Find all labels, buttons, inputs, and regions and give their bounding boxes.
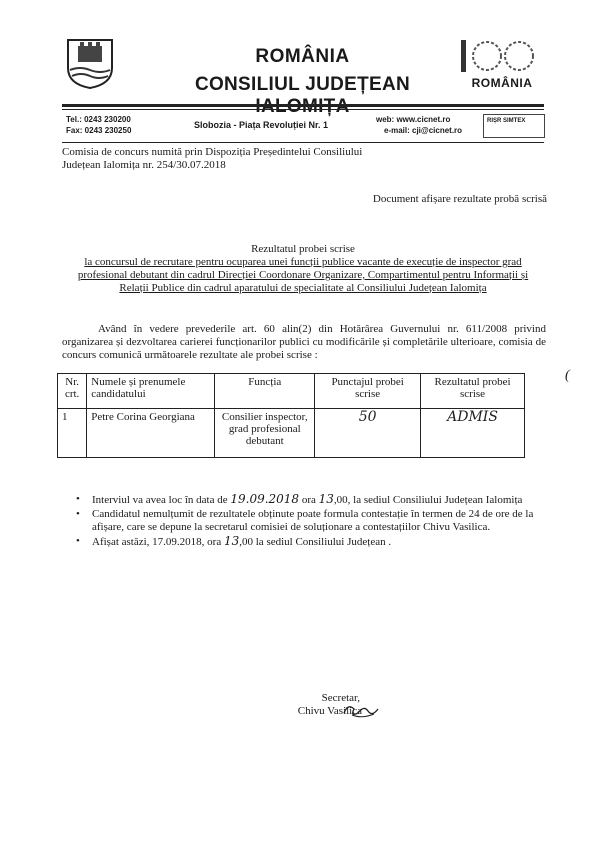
header-divider-thin: [62, 109, 544, 110]
table-header-row: [58, 374, 525, 409]
certification-badge: [483, 114, 545, 138]
interview-date: 19.09.2018: [230, 492, 300, 506]
certification-label: RIȘR SIMTEX: [487, 118, 526, 124]
header-divider: [62, 104, 544, 107]
committee-line: Comisia de concurs numită prin Dispoziția Președintelui Consiliului Județean Ialomița nr. 254/30.07.2018: [62, 146, 363, 171]
table-row: [58, 409, 525, 458]
notes-list: [76, 493, 546, 550]
results-table: [57, 373, 525, 458]
list-item: • Candidatul nemulțumit de rezultatele obținute poate formula contestație în termen de 24 de ore de la afișare, care se depune la secretarul comisiei de soluționare a contestațiilor Chivu Vasilica.: [76, 508, 534, 533]
website: web: www.cicnet.ro: [376, 115, 451, 124]
margin-mark: (: [565, 368, 570, 383]
intro-paragraph: Având în vedere prevederile art. 60 alin(2) din Hotărârea Guvernului nr. 611/2008 privind organizarea și dezvoltarea carierei funcționarilor publici cu modificările și completările ulterioare, comisia de concurs comunică următoarele rezultate ale probei scrise :: [62, 323, 546, 361]
header-nr: Nr. crt.: [58, 374, 87, 409]
signature-name: Chivu Vasilica: [297, 705, 362, 717]
cell-nr: 1: [58, 409, 87, 458]
header-name: Numele și prenumele candidatului: [87, 374, 215, 409]
result-subtitle: la concursul de recrutare pentru ocuparea unei funcții publice vacante de execuție de inspector grad profesional debutant din cadrul Direcției Coordonare Organizare, Compartimentul pentru Informații și Relații Publice din cadrul aparatului de specialitate al Consiliului Județean Ialomița: [77, 256, 529, 294]
email-address: e-mail: cji@cicnet.ro: [384, 126, 463, 135]
list-item: • Interviul va avea loc în data de 19.09.2018 ora 13,00, la sediul Consiliului Județean Ialomița: [76, 492, 523, 506]
list-item: • Afișat astăzi, 17.09.2018, ora 13,00 la sediul Consiliului Județean .: [76, 534, 392, 548]
handwritten-signature-icon: [340, 699, 380, 721]
header-result: Rezultatul probei scrise: [421, 374, 525, 409]
header-score: Punctajul probei scrise: [315, 374, 421, 409]
header-title-country: ROMÂNIA: [255, 46, 350, 67]
header-title-council: CONSILIUL JUDEȚEAN: [194, 74, 411, 95]
posted-hour: 13: [223, 534, 240, 548]
signature-role: Secretar,: [321, 692, 360, 704]
phone-number: Tel.: 0243 230200: [66, 115, 131, 124]
county-coat-of-arms-icon: [66, 38, 114, 90]
cell-function: Consilier inspector, grad profesional debutant: [215, 409, 315, 458]
fax-number: Fax: 0243 230250: [66, 126, 132, 135]
header-function: Funcția: [215, 374, 315, 409]
cell-result: ADMIS: [447, 409, 498, 425]
contact-divider: [62, 142, 544, 143]
cell-score: 50: [358, 409, 377, 425]
document-label: Document afișare rezultate probă scrisă: [372, 193, 547, 205]
interview-hour: 13: [318, 492, 334, 506]
centenary-label: ROMÂNIA: [471, 76, 533, 90]
cell-name: Petre Corina Georgiana: [87, 409, 215, 458]
address: Slobozia - Piața Revoluției Nr. 1: [194, 120, 329, 130]
result-title: Rezultatul probei scrise: [251, 243, 355, 255]
